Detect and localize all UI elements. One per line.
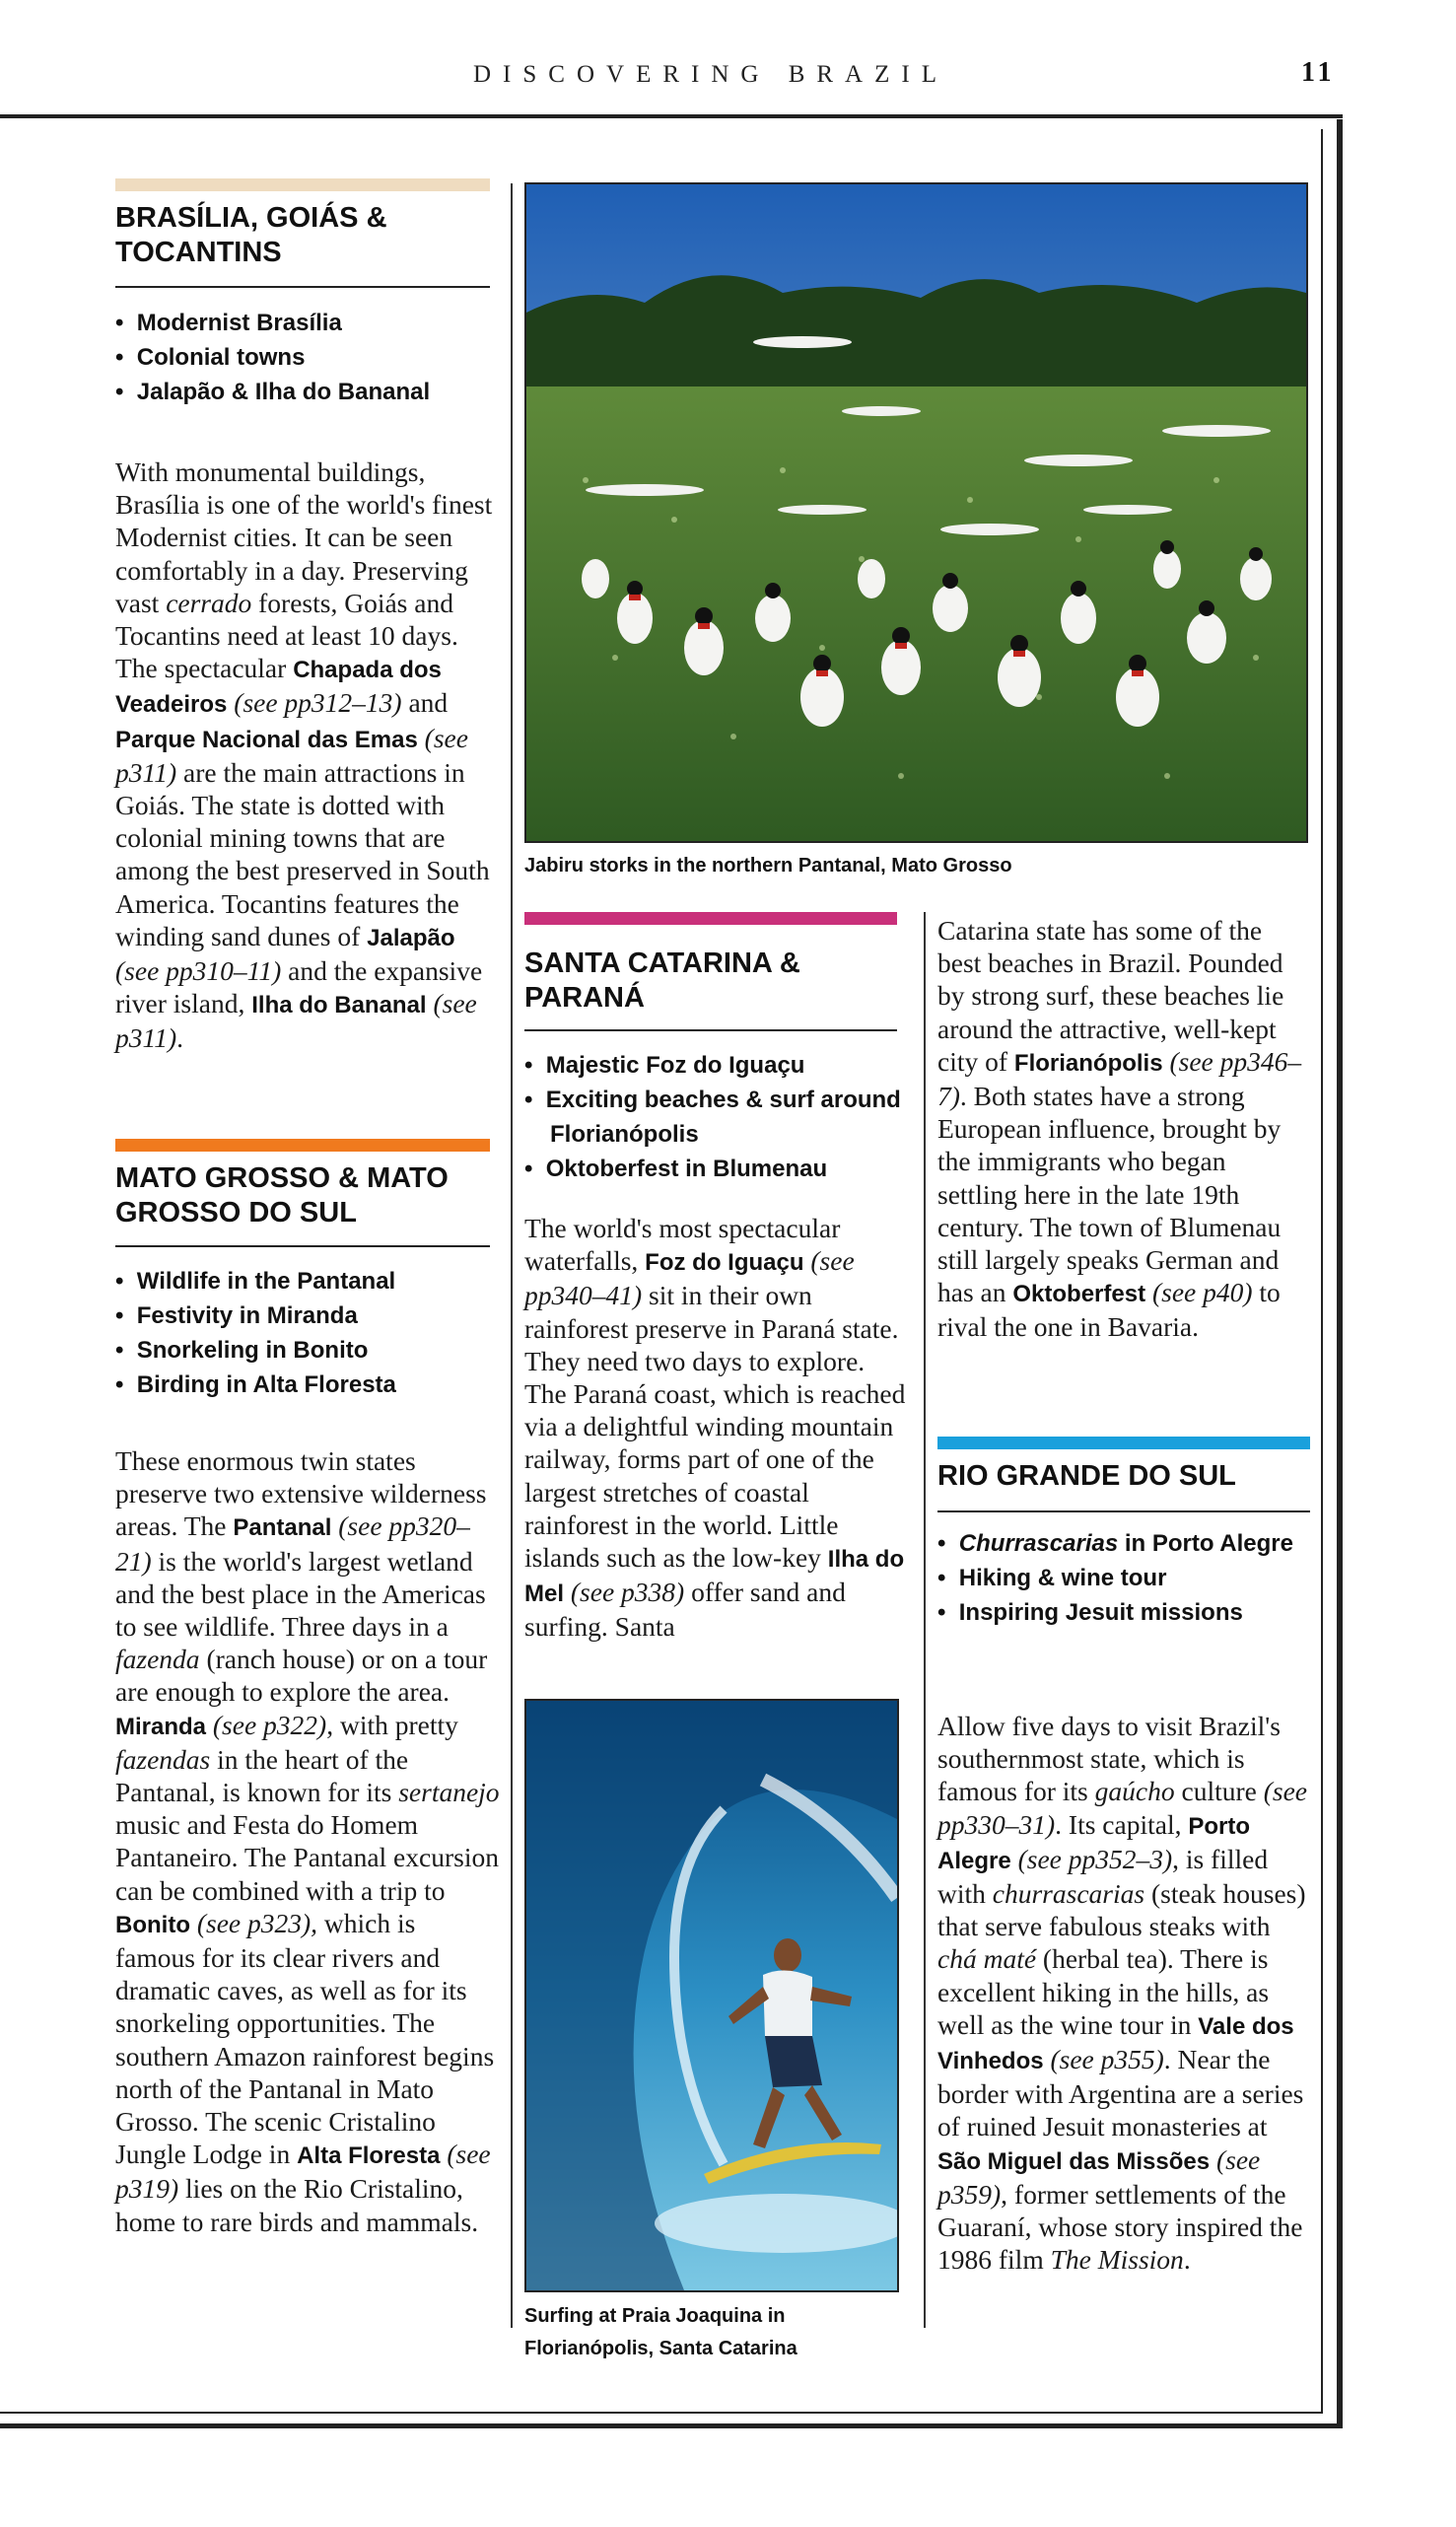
italic-text: (see p355) [1050, 2044, 1164, 2075]
rio-grande-heading-rule [937, 1510, 1310, 1512]
brasilia-heading: BRASÍLIA, GOIÁS & TOCANTINS [115, 202, 387, 268]
text-run: is the world's largest wetland and the best place in the Americas to see wildlife. Three days in a [115, 1545, 486, 1643]
italic-text: (see pp352–3) [1017, 1843, 1173, 1874]
highlight-item [937, 1595, 1310, 1630]
text-run: Allow five days to visit Brazil's southernmost state, which is famous for its [937, 1711, 1281, 1807]
highlight-item: • Jalapão & Ilha do Bananal [115, 375, 500, 409]
santa-catarina-heading-rule [524, 1029, 897, 1031]
italic-text: (see pp320–21) [115, 1510, 470, 1577]
text-run: to rival the one in Bavaria. [937, 1277, 1281, 1343]
bold-term: Jalapão [367, 924, 455, 951]
italic-text: (see p311) [115, 988, 477, 1054]
bold-term: Chapada dos Veadeiros [115, 657, 442, 719]
santa-catarina-highlights [524, 1048, 909, 1186]
frame-right-outer [1337, 119, 1343, 2428]
text-run [1210, 2144, 1216, 2175]
bold-term: Pantanal [233, 1514, 332, 1542]
bold-term: Parque Nacional das Emas [115, 726, 418, 753]
mato-grosso-color-bar [115, 1139, 490, 1152]
text-run: . Both states have a strong European influence, brought by the immigrants who began settling here in the late 19th century. The town of Blumenau still largely speaks German and has an [937, 1081, 1282, 1308]
santa-catarina-body-continued [937, 914, 1310, 1344]
highlight-item: • Exciting beaches & surf around Florianópolis [524, 1083, 909, 1152]
text-run: Catarina state has some of the best beaches in Brazil. Pounded by strong surf, these beaches lie around the attractive, well-kept city of [937, 915, 1284, 1077]
paragraph [115, 1444, 502, 2238]
mato-grosso-highlights [115, 1264, 500, 1402]
text-run: and the expansive river island, [115, 955, 483, 1019]
highlight-item: • Birding in Alta Floresta [115, 1368, 500, 1402]
text-run: , with pretty [326, 1709, 458, 1740]
italic-text: chá maté [937, 1943, 1037, 1975]
italic-text: gaúcho [1094, 1776, 1175, 1807]
italic-text: (see p323), [196, 1907, 318, 1938]
italic-text: (see p322) [212, 1709, 327, 1740]
bold-term: Bonito [115, 1911, 190, 1938]
highlight-item: • Festivity in Miranda [115, 1299, 500, 1333]
italic-text: fazendas [115, 1743, 211, 1775]
santa-catarina-color-bar [524, 912, 897, 925]
mato-grosso-heading: MATO GROSSO & MATO GROSSO DO SUL [115, 1162, 449, 1228]
highlight-item: • Wildlife in the Pantanal [115, 1264, 500, 1299]
surfer-photo [524, 1699, 899, 2292]
column-divider [924, 912, 926, 2328]
text-run: forests, Goiás and Tocantins need at least 10 days. The spectacular [115, 587, 458, 684]
paragraph [937, 914, 1310, 1344]
surfer-caption: Surfing at Praia Joaquina in Florianópolis, Santa Catarina [524, 2305, 797, 2359]
brasilia-highlights [115, 306, 500, 409]
text-run [418, 723, 425, 753]
top-rule [0, 114, 1343, 118]
text-run: offer sand and surfing. Santa [524, 1577, 846, 1643]
mato-grosso-body-text [115, 1444, 502, 2238]
santa-catarina-body-text [524, 1212, 911, 1644]
italic-text: (see pp330–31) [937, 1776, 1307, 1840]
text-run: are the main attractions in Goiás. The state is dotted with colonial mining towns that are among the best preserved in South America. Tocantins features the winding sand dunes of [115, 756, 490, 951]
page-number: 11 [1301, 57, 1336, 88]
text-run: Hiking & wine tour [958, 1565, 1167, 1591]
brasilia-color-bar [115, 178, 490, 191]
running-title: DISCOVERING BRAZIL [473, 61, 948, 88]
text-run: (ranch house) or on a tour are enough to explore the area. [115, 1644, 488, 1708]
bold-term: Florianópolis [1013, 1049, 1163, 1077]
text-run: , is filled with [937, 1843, 1269, 1910]
paragraph [524, 1212, 911, 1644]
text-run: culture [1174, 1776, 1264, 1807]
italic-text: (see pp310–11) [115, 955, 282, 987]
text-run: (herbal tea). There is excellent hiking in the hills, as well as the wine tour in [937, 1943, 1270, 2040]
italic-text: Churrascarias [958, 1530, 1119, 1557]
italic-text: churrascarias [992, 1878, 1145, 1910]
bold-term: Porto Alegre [937, 1812, 1251, 1874]
bold-term: São Miguel das Missões [937, 2147, 1211, 2175]
highlight-item: • Modernist Brasília [115, 306, 500, 340]
rio-grande-highlights [937, 1526, 1310, 1630]
bold-term: Oktoberfest [1012, 1281, 1146, 1308]
storks-photo [524, 182, 1308, 843]
italic-text: (see pp340–41) [524, 1245, 855, 1311]
italic-text: fazenda [115, 1644, 200, 1675]
highlight-item: • Snorkeling in Bonito [115, 1333, 500, 1368]
italic-text: (see pp312–13) [234, 687, 402, 719]
bold-term: Foz do Iguaçu [645, 1249, 804, 1277]
column-divider [511, 183, 513, 2328]
text-run: lies on the Rio Cristalino, home to rare birds and mammals. [115, 2173, 479, 2237]
highlight-item: • Colonial towns [115, 340, 500, 375]
rio-grande-color-bar [937, 1437, 1310, 1449]
bold-term: Ilha do Mel [524, 1546, 905, 1608]
italic-text: (see p40) [1151, 1277, 1253, 1308]
brasilia-body-text [115, 456, 500, 1055]
text-run [1145, 1277, 1152, 1307]
text-run: Inspiring Jesuit missions [958, 1599, 1243, 1626]
highlight-item [937, 1561, 1310, 1595]
italic-text: (see pp346–7) [937, 1045, 1302, 1112]
bold-term: Miranda [115, 1713, 207, 1740]
highlight-item: • Oktoberfest in Blumenau [524, 1152, 909, 1186]
text-run: These enormous twin states preserve two extensive wilderness areas. The [115, 1445, 487, 1542]
rio-grande-body-text [937, 1710, 1312, 2276]
text-run [190, 1908, 197, 1938]
text-run: The world's most spectacular waterfalls, [524, 1213, 841, 1277]
text-run [206, 1710, 213, 1740]
mato-grosso-heading-rule [115, 1245, 490, 1247]
text-run: . Its capital, [1055, 1808, 1189, 1840]
text-run: in Porto Alegre [1118, 1530, 1293, 1557]
text-run: . [1183, 2244, 1191, 2276]
paragraph [115, 456, 500, 1055]
bold-term: Vale dos Vinhedos [937, 2012, 1294, 2075]
bold-term: Alta Floresta [297, 2142, 441, 2170]
highlight-item: • Majestic Foz do Iguaçu [524, 1048, 909, 1083]
italic-text: (see p359) [937, 2143, 1261, 2210]
italic-text: The Mission [1050, 2244, 1184, 2276]
italic-text: cerrado [166, 587, 252, 618]
frame-bottom-outer [0, 2423, 1343, 2428]
rio-grande-heading: RIO GRANDE DO SUL [937, 1460, 1236, 1492]
italic-text: (see p338) [570, 1577, 685, 1608]
brasilia-heading-rule [115, 286, 490, 288]
text-run: which is famous for its clear rivers and dramatic caves, as well as for its snorkeling opportunities. The southern Amazon rainforest begins north of the Pantanal in Mato Grosso. The scenic Cristalino Jungle Lodge in [115, 1907, 495, 2170]
text-run: music and Festa do Homem Pantaneiro. The Pantanal excursion can be combined with a trip to [115, 1809, 499, 1906]
text-run: With monumental buildings, Brasília is one of the world's finest Modernist cities. It can be seen comfortably in a day. Preserving vast [115, 456, 493, 618]
santa-catarina-heading: SANTA CATARINA & PARANÁ [524, 948, 800, 1014]
text-run: . [176, 1022, 183, 1054]
frame-right-inner [1321, 129, 1323, 2413]
text-run [1011, 1844, 1018, 1874]
paragraph [937, 1710, 1312, 2276]
italic-text: (see p319) [115, 2139, 491, 2205]
text-run: in the heart of the Pantanal, is known for its [115, 1743, 409, 1808]
text-run: and [401, 687, 449, 719]
text-run [564, 1577, 571, 1607]
bold-term: Ilha do Bananal [251, 992, 427, 1019]
storks-caption: Jabiru storks in the northern Pantanal, Mato Grosso [524, 855, 1012, 877]
frame-bottom-inner [0, 2412, 1323, 2414]
text-run: (steak houses) that serve fabulous steaks with [937, 1878, 1306, 1942]
text-run: , former settlements of the Guaraní, whose story inspired the 1986 film [937, 2178, 1303, 2276]
text-run: sit in their own rainforest preserve in Paraná state. They need two days to explore. The Paraná coast, which is reached via a delightful winding mountain railway, forms part of one of the largest stretches of coastal rainforest in the world. Little islands such as the low-key [524, 1280, 906, 1574]
surfer-photo-image [526, 1701, 897, 2290]
text-run: . Near the border with Argentina are a series of ruined Jesuit monasteries at [937, 2044, 1304, 2142]
highlight-item [937, 1526, 1310, 1561]
italic-text: (see p311) [115, 722, 468, 788]
italic-text: sertanejo [398, 1777, 500, 1808]
storks-photo-image [526, 184, 1306, 841]
